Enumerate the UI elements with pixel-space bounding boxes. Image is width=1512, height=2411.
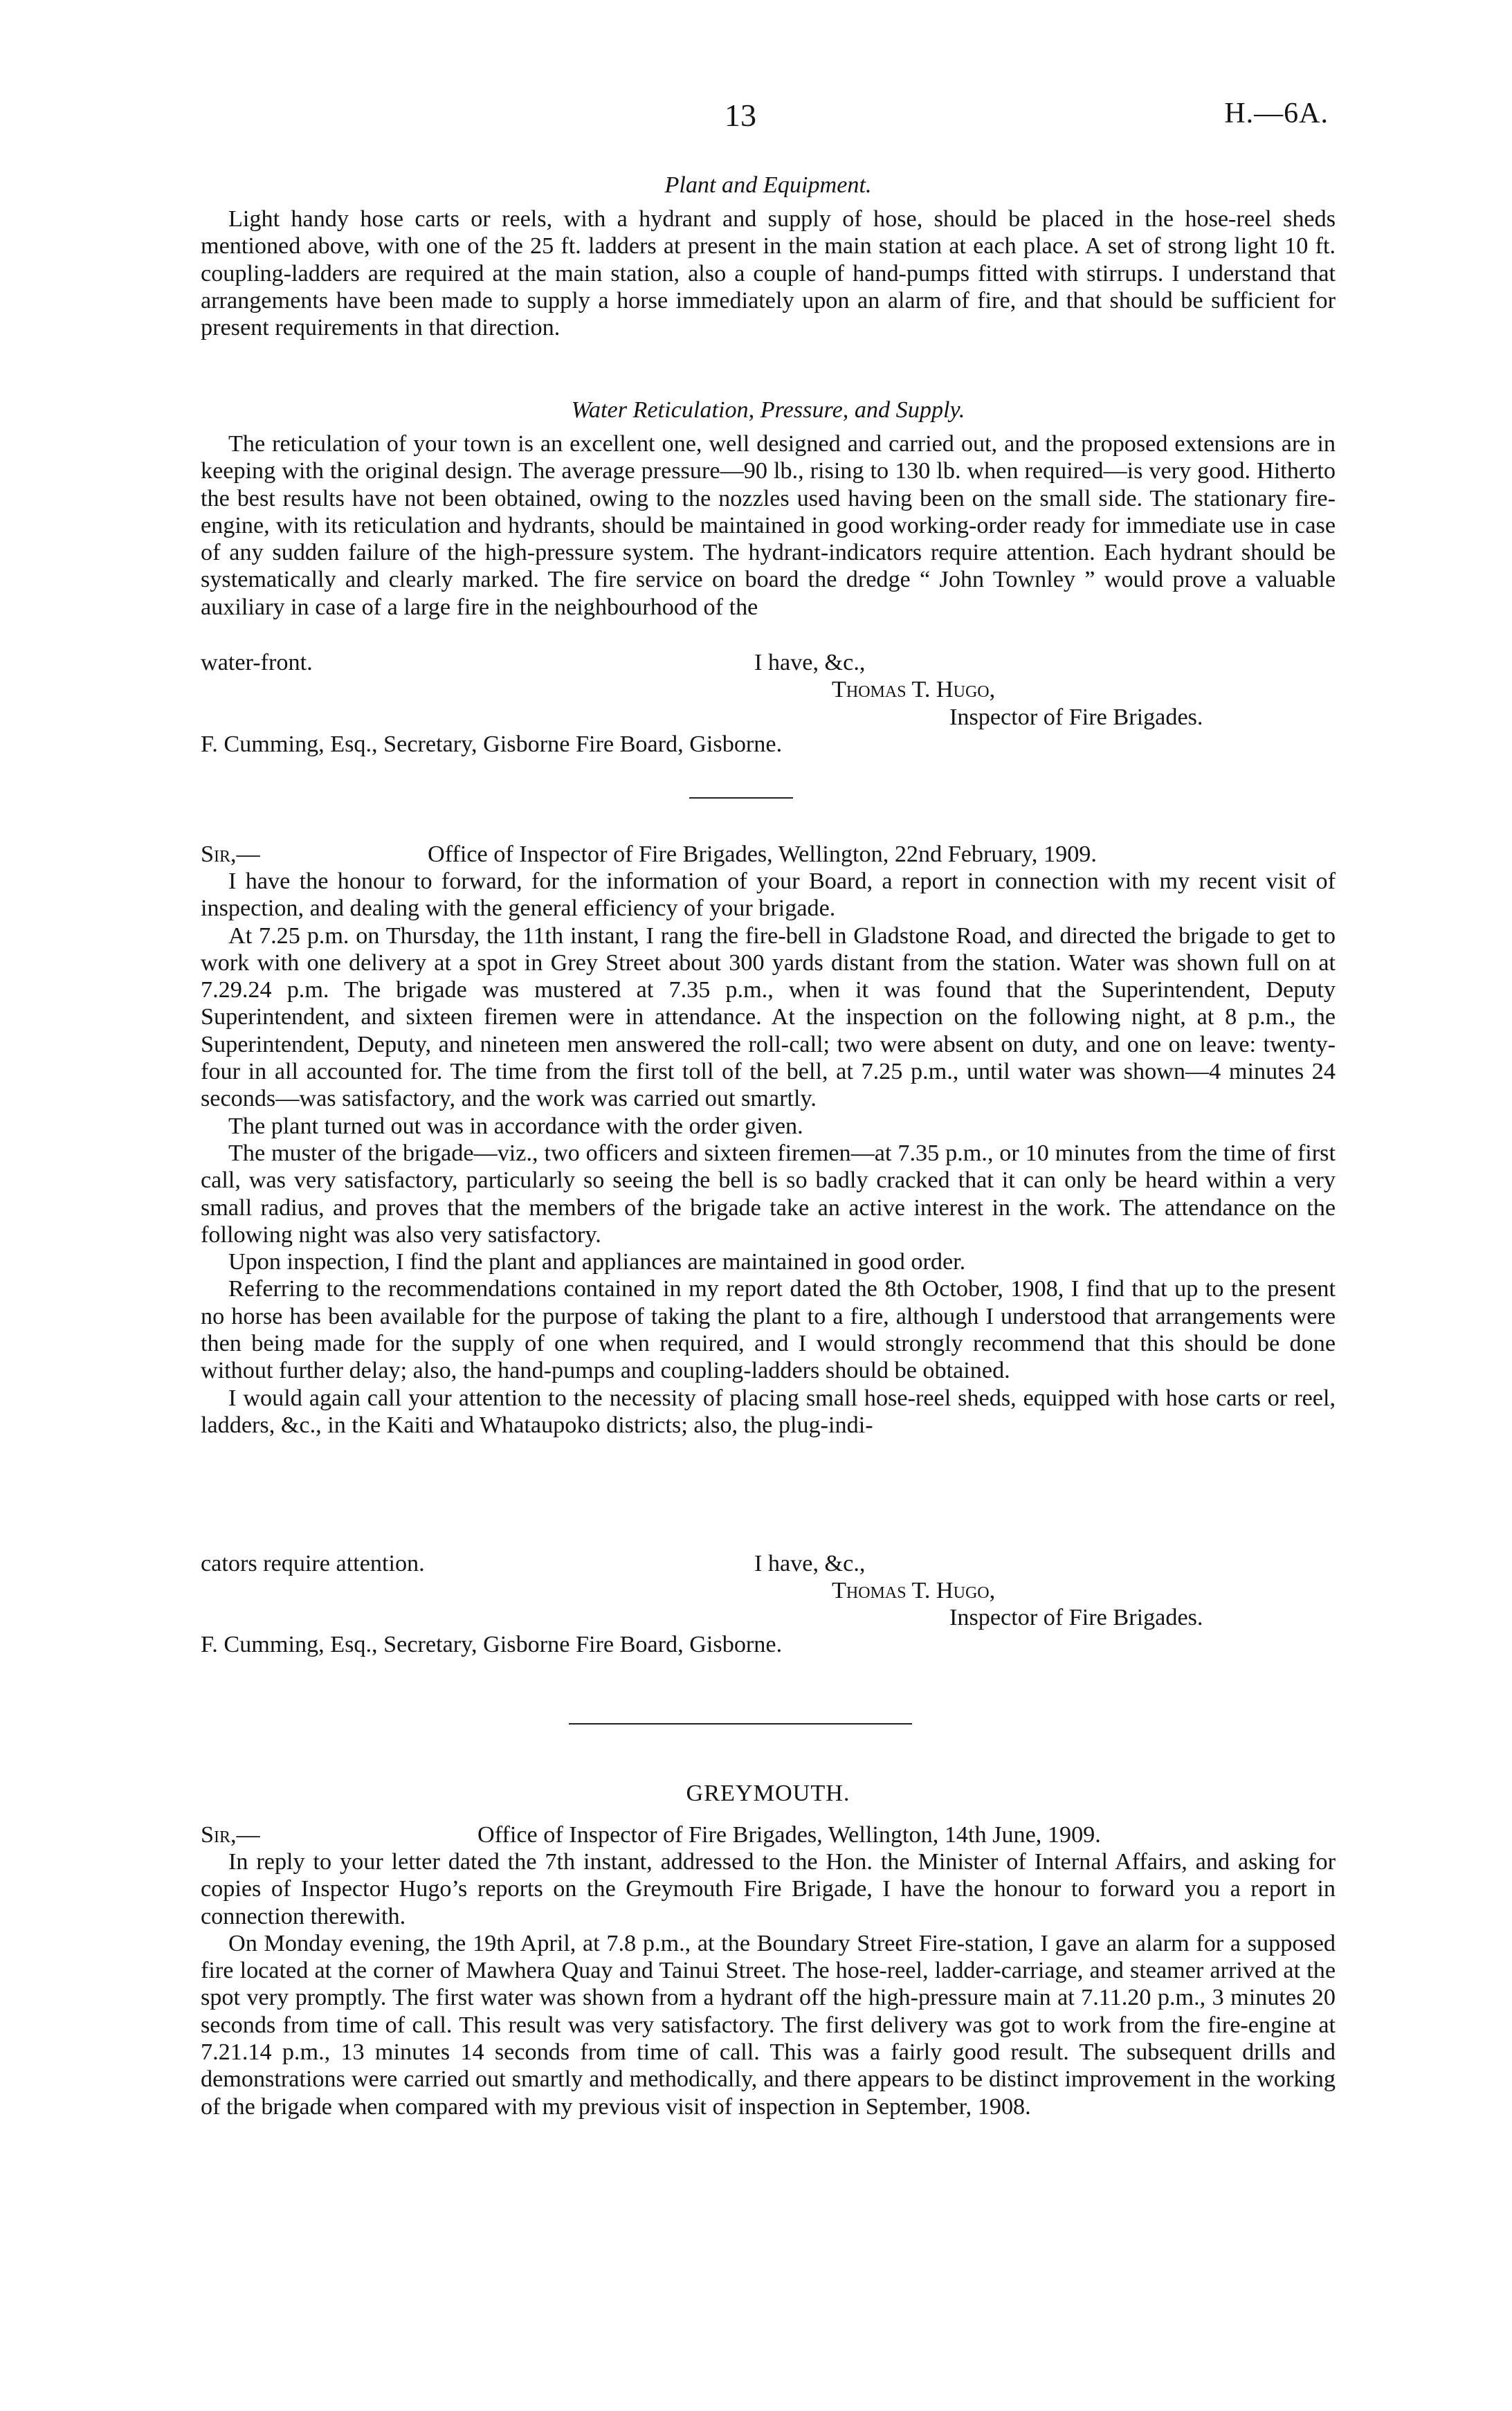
- letter-body: [201, 1848, 1336, 2120]
- addressee: F. Cumming, Esq., Secretary, Gisborne Fire Board, Gisborne.: [201, 1632, 783, 1657]
- paragraph: I have the honour to forward, for the information of your Board, a report in connection with my recent visit of inspection, and dealing with the general efficiency of your brigade.: [201, 868, 1336, 922]
- paragraph: Light handy hose carts or reels, with a hydrant and supply of hose, should be placed in the hose-reel sheds mentioned above, with one of the 25 ft. ladders at present in the main station at each place. A set of strong light 10 ft. coupling-ladders are required at the main station, also a couple of hand-pumps fitted with stirrups. I understand that arrangements have been made to supply a horse immediately upon an alarm of fire, and that should be sufficient for present requirements in that direction.: [201, 206, 1336, 341]
- letter-body: [201, 868, 1336, 1439]
- signatory-name: Thomas T. Hugo,: [832, 677, 996, 702]
- paragraph: I would again call your attention to the necessity of placing small hose-reel sheds, equipped with hose carts or reel, ladders, &c., in the Kaiti and Whataupoko districts; also, the plug-indi-: [201, 1385, 1336, 1438]
- closing: I have, &c.,: [754, 650, 866, 675]
- addressee: F. Cumming, Esq., Secretary, Gisborne Fire Board, Gisborne.: [201, 731, 783, 757]
- last-line: water-front.: [201, 650, 313, 675]
- dateline: Office of Inspector of Fire Brigades, Wellington, 14th June, 1909.: [477, 1822, 1101, 1848]
- paragraph: The reticulation of your town is an excellent one, well designed and carried out, and the proposed extensions are in keeping with the original design. The average pressure—90 lb., rising to 130 lb. when required—is very good. Hitherto the best results have not been obtained, owing to the nozzles used having been on the small side. The stationary fire-engine, with its reticulation and hydrants, should be maintained in good working-order ready for immediate use in case of any sudden failure of the high-pressure system. The hydrant-indicators require attention. Each hydrant should be systematically and clearly marked. The fire service on board the dredge “ John Townley ” would prove a valuable auxiliary in case of a large fire in the neighbourhood of the: [201, 431, 1336, 620]
- salutation: Sir,—: [201, 1822, 260, 1848]
- paragraph: At 7.25 p.m. on Thursday, the 11th instant, I rang the fire-bell in Gladstone Road, and directed the brigade to get to work with one delivery at a spot in Grey Street about 300 yards distant from the station. Water was shown full on at 7.29.24 p.m. The brigade was mustered at 7.35 p.m., when it was found that the Superintendent, Deputy Superintendent, and sixteen firemen were in attendance. At the inspection on the following night, at 8 p.m., the Superintendent, Deputy, and nineteen men answered the roll-call; two were absent on duty, and one on leave: twenty-four in all accounted for. The time from the first toll of the bell, at 7.25 p.m., until water was shown—4 minutes 24 seconds—was satisfactory, and the work was carried out smartly.: [201, 922, 1336, 1112]
- section-heading-plant-equipment: Plant and Equipment.: [664, 172, 872, 198]
- paragraph: The muster of the brigade—viz., two officers and sixteen firemen—at 7.35 p.m., or 10 minutes from the time of first call, was very satisfactory, particularly so seeing the bell is so badly cracked that it can only be heard within a very small radius, and proves that the members of the brigade take an active interest in the work. The attendance on the following night was also very satisfactory.: [201, 1140, 1336, 1248]
- plant-equipment-text: [201, 206, 1336, 341]
- paragraph: On Monday evening, the 19th April, at 7.8 p.m., at the Boundary Street Fire-station, I gave an alarm for a supposed fire located at the corner of Mawhera Quay and Tainui Street. The hose-reel, ladder-carriage, and steamer arrived at the spot very promptly. The first water was shown from a hydrant off the high-pressure main at 7.11.20 p.m., 3 minutes 20 seconds from time of call. This result was very satisfactory. The first delivery was got to work from the fire-engine at 7.21.14 p.m., 13 minutes 14 seconds from time of call. This was a fairly good result. The subsequent drills and demonstrations were carried out smartly and methodically, and there appears to be distinct improvement in the working of the brigade when compared with my previous visit of inspection in September, 1908.: [201, 1930, 1336, 2120]
- page-number: 13: [725, 98, 756, 133]
- signatory-name: Thomas T. Hugo,: [832, 1578, 996, 1603]
- parliamentary-paper-reference: H.—6A.: [1224, 98, 1329, 129]
- signatory-title: Inspector of Fire Brigades.: [949, 1605, 1203, 1630]
- section-divider: [689, 797, 793, 799]
- section-heading-water-reticulation: Water Reticulation, Pressure, and Supply.: [571, 397, 965, 423]
- section-heading-greymouth: GREYMOUTH.: [686, 1781, 850, 1806]
- water-reticulation-text: [201, 430, 1336, 621]
- paragraph: In reply to your letter dated the 7th instant, addressed to the Hon. the Minister of Internal Affairs, and asking for copies of Inspector Hugo’s reports on the Greymouth Fire Brigade, I have the honour to forward you a report in connection therewith.: [201, 1849, 1336, 1929]
- paragraph: Referring to the recommendations contained in my report dated the 8th October, 1908, I find that up to the present no horse has been available for the purpose of taking the plant to a fire, although I understood that arrangements were then being made for the supply of one when required, and I would strongly recommend that this should be done without further delay; also, the hand-pumps and coupling-ladders should be obtained.: [201, 1276, 1336, 1384]
- paragraph: The plant turned out was in accordance with the order given.: [228, 1113, 803, 1139]
- dateline: Office of Inspector of Fire Brigades, Wellington, 22nd February, 1909.: [428, 841, 1097, 867]
- paragraph: Upon inspection, I find the plant and appliances are maintained in good order.: [228, 1249, 966, 1275]
- closing: I have, &c.,: [754, 1551, 866, 1576]
- signatory-title: Inspector of Fire Brigades.: [949, 704, 1203, 730]
- section-divider: [569, 1723, 912, 1725]
- salutation: Sir,—: [201, 841, 260, 867]
- last-line: cators require attention.: [201, 1551, 425, 1576]
